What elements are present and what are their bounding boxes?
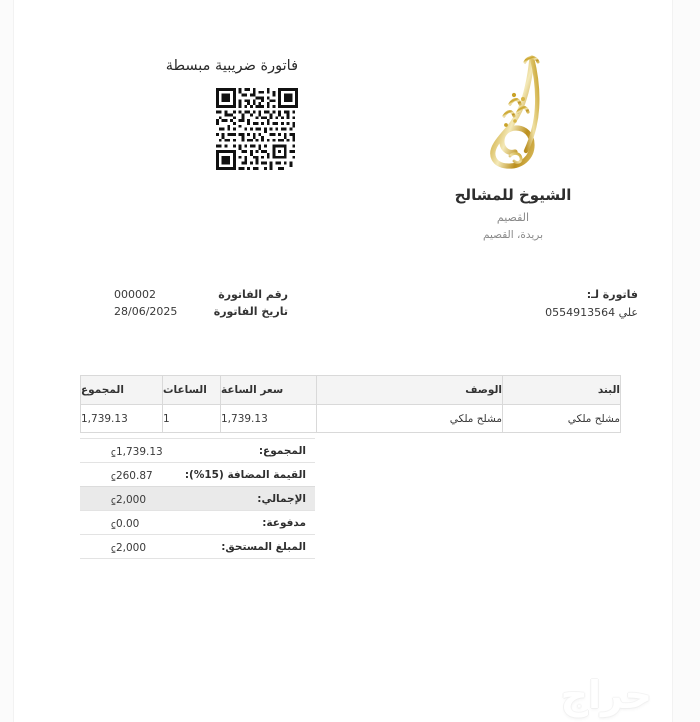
invoice-number-label: رقم الفاتورة xyxy=(218,288,288,301)
column-header-rate: سعر الساعة xyxy=(221,376,317,405)
tax-invoice-label: فاتورة ضريبية مبسطة xyxy=(165,58,298,74)
cell-total: 1,739.13 xyxy=(81,405,163,433)
riyal-currency-icon: ⃀ xyxy=(111,495,116,506)
tax-invoice-block xyxy=(68,58,298,170)
summary-amount-subtotal: 1,739.13 xyxy=(115,445,163,458)
riyal-currency-icon: ⃀ xyxy=(111,543,116,554)
summary-value-amount-due xyxy=(111,540,146,554)
column-header-description: الوصف xyxy=(317,376,503,405)
summary-amount-amount-due: 2,000 xyxy=(115,541,146,554)
page-right-gutter xyxy=(672,0,700,722)
invoice-meta-left xyxy=(68,286,288,320)
riyal-currency-icon: ⃀ xyxy=(111,447,116,458)
table-header-row xyxy=(81,376,621,405)
summary-row-vat xyxy=(80,462,315,487)
site-watermark: حراج xyxy=(560,673,652,717)
column-header-hours: الساعات xyxy=(163,376,221,405)
summary-label-vat: القيمة المضافة (15%): xyxy=(184,468,306,481)
summary-row-amount-due xyxy=(80,534,315,559)
invoice-number-value: 000002 xyxy=(114,288,156,301)
invoice-meta xyxy=(14,286,672,346)
page-left-gutter xyxy=(0,0,14,722)
arabic-calligraphy-logo-icon xyxy=(388,46,638,170)
summary-label-amount-due: المبلغ المستحق: xyxy=(221,540,306,553)
table-row xyxy=(81,405,621,433)
cell-item: مشلح ملكي xyxy=(503,405,621,433)
invoice-date-label: تاريخ الفاتورة xyxy=(213,305,288,319)
summary-row-grand-total xyxy=(80,486,315,511)
totals-summary xyxy=(80,438,315,559)
cell-rate: 1,739.13 xyxy=(221,405,317,433)
brand-region: القصيم xyxy=(496,210,530,224)
brand-name: الشيوخ للمشالح xyxy=(454,186,572,204)
invoice-number-row xyxy=(68,286,288,303)
summary-row-subtotal xyxy=(80,438,315,463)
riyal-currency-icon: ⃀ xyxy=(111,471,116,482)
brand-block xyxy=(388,46,638,243)
summary-amount-paid: 0.00 xyxy=(115,517,140,530)
table-body xyxy=(81,405,621,433)
bill-to-label: فاتورة لـ: xyxy=(586,288,638,301)
brand-address: بريدة، القصيم xyxy=(482,229,544,242)
summary-value-subtotal xyxy=(111,444,163,458)
invoice-page xyxy=(14,0,672,722)
invoice-header xyxy=(14,0,672,270)
summary-label-subtotal: المجموع: xyxy=(258,444,306,457)
summary-label-paid: مدفوعة: xyxy=(262,516,306,529)
invoice-date-value: 28/06/2025 xyxy=(114,305,178,319)
line-items-table xyxy=(80,375,621,433)
summary-row-paid xyxy=(80,510,315,535)
column-header-item: البند xyxy=(503,376,621,405)
bill-to-value: علي 0554913564 xyxy=(545,305,638,319)
column-header-total: المجموع xyxy=(81,376,163,405)
invoice-date-row xyxy=(68,303,288,320)
qr-code-icon xyxy=(216,88,298,170)
summary-value-grand-total xyxy=(111,492,146,506)
summary-value-paid xyxy=(111,516,139,530)
riyal-currency-icon: ⃀ xyxy=(111,519,116,530)
summary-amount-grand-total: 2,000 xyxy=(115,493,146,506)
summary-value-vat xyxy=(111,468,153,482)
cell-hours: 1 xyxy=(163,405,221,433)
bill-to-block xyxy=(408,286,638,321)
summary-amount-vat: 260.87 xyxy=(115,469,153,482)
summary-label-grand-total: الإجمالي: xyxy=(257,492,306,505)
cell-description: مشلح ملكي xyxy=(317,405,503,433)
